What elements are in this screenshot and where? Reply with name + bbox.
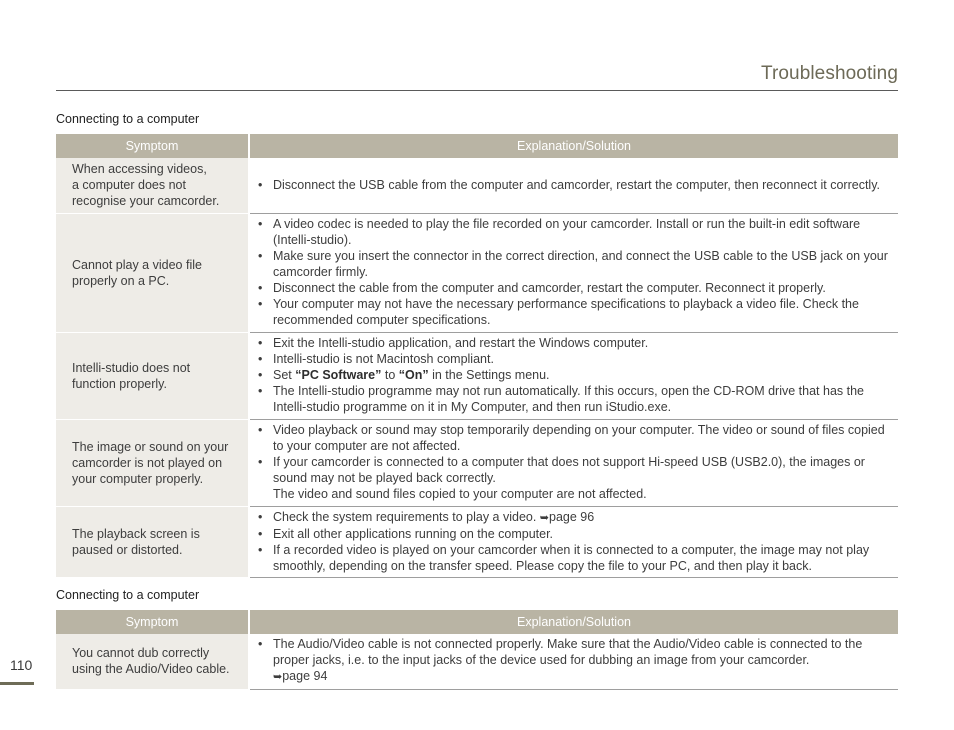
column-header-symptom: Symptom — [56, 134, 249, 158]
symptom-cell: You cannot dub correctly using the Audio/Video cable. — [56, 634, 249, 689]
header-divider — [56, 90, 898, 91]
symptom-cell: The playback screen is paused or distorted. — [56, 506, 249, 577]
page-title: Troubleshooting — [760, 63, 898, 84]
bullet-item: • Check the system requirements to play a video. ➥page 96 — [257, 509, 892, 526]
symptom-cell: The image or sound on your camcorder is not played on your computer properly. — [56, 419, 249, 506]
bullet-item: • Disconnect the cable from the computer and camcorder, restart the computer. Reconnect it properly. — [257, 280, 892, 296]
page-number: 110 — [10, 657, 33, 673]
explanation-cell — [249, 506, 898, 577]
explanation-cell — [249, 332, 898, 419]
bullet-item: • Exit the Intelli-studio application, and restart the Windows computer. — [257, 335, 892, 351]
explanation-cell — [249, 634, 898, 689]
bullet-item: • Set “PC Software” to “On” in the Settings menu. — [257, 367, 892, 383]
page-reference: page 96 — [549, 509, 595, 524]
page-number-bar — [0, 682, 34, 685]
symptom-cell: Cannot play a video file properly on a PC. — [56, 213, 249, 332]
table-row — [56, 419, 898, 506]
explanation-cell — [249, 213, 898, 332]
explanation-cell — [249, 158, 898, 213]
section-title: Connecting to a computer — [56, 112, 200, 126]
page-ref-arrow-icon: ➥ — [273, 671, 283, 684]
symptom-cell: Intelli-studio does not function properly. — [56, 332, 249, 419]
explanation-cell — [249, 419, 898, 506]
table-row — [56, 332, 898, 419]
bullet-item: • Exit all other applications running on the computer. — [257, 526, 892, 542]
bullet-item: • Video playback or sound may stop temporarily depending on your computer. The video or sound of files copied to your computer are not affected. — [257, 422, 892, 454]
bullet-item: • Intelli-studio is not Macintosh compliant. — [257, 351, 892, 367]
column-header-symptom: Symptom — [56, 610, 249, 634]
bullet-item: • If a recorded video is played on your camcorder when it is connected to a computer, the image may not play smoothly, depending on the transfer speed. Please copy the file to your PC, and then play it back. — [257, 542, 892, 574]
symptom-cell: When accessing videos, a computer does not recognise your camcorder. — [56, 158, 249, 213]
page-reference: page 94 — [282, 669, 328, 684]
column-header-explanation: Explanation/Solution — [249, 134, 898, 158]
table-row — [56, 506, 898, 577]
table-row — [56, 634, 898, 689]
section-title: Connecting to a computer — [56, 588, 200, 602]
bullet-item: • If your camcorder is connected to a computer that does not support Hi-speed USB (USB2.0), the images or sound may not be played back correctly. The video and sound files copied to your computer are not affected. — [257, 454, 892, 502]
setting-name: “PC Software” — [295, 368, 382, 382]
bullet-item: • The Intelli-studio programme may not run automatically. If this occurs, open the CD-ROM drive that has the Intelli-studio programme on it in My Computer, and then run iStudio.exe. — [257, 383, 892, 415]
table-row — [56, 213, 898, 332]
bullet-item: • A video codec is needed to play the file recorded on your camcorder. Install or run the built-in edit software (Intelli-studio). — [257, 216, 892, 248]
bullet-item: • Make sure you insert the connector in the correct direction, and connect the USB cable to the USB jack on your camcorder firmly. — [257, 248, 892, 280]
bullet-item: • The Audio/Video cable is not connected properly. Make sure that the Audio/Video cable is connected to the proper jacks, i.e. to the input jacks of the device used for dubbing an image from your camcorder. ➥page 94 — [257, 636, 892, 685]
bullet-item: • Disconnect the USB cable from the computer and camcorder, restart the computer, then reconnect it correctly. — [257, 177, 892, 193]
table-row — [56, 158, 898, 213]
bullet-item: • Your computer may not have the necessary performance specifications to playback a video file. Check the recommended computer specifications. — [257, 296, 892, 328]
troubleshooting-table — [56, 610, 898, 690]
bullet-note: The video and sound files copied to your computer are not affected. — [273, 487, 647, 501]
page-ref-arrow-icon: ➥ — [539, 511, 550, 524]
troubleshooting-table — [56, 134, 898, 578]
setting-value: “On” — [398, 368, 429, 382]
column-header-explanation: Explanation/Solution — [249, 610, 898, 634]
